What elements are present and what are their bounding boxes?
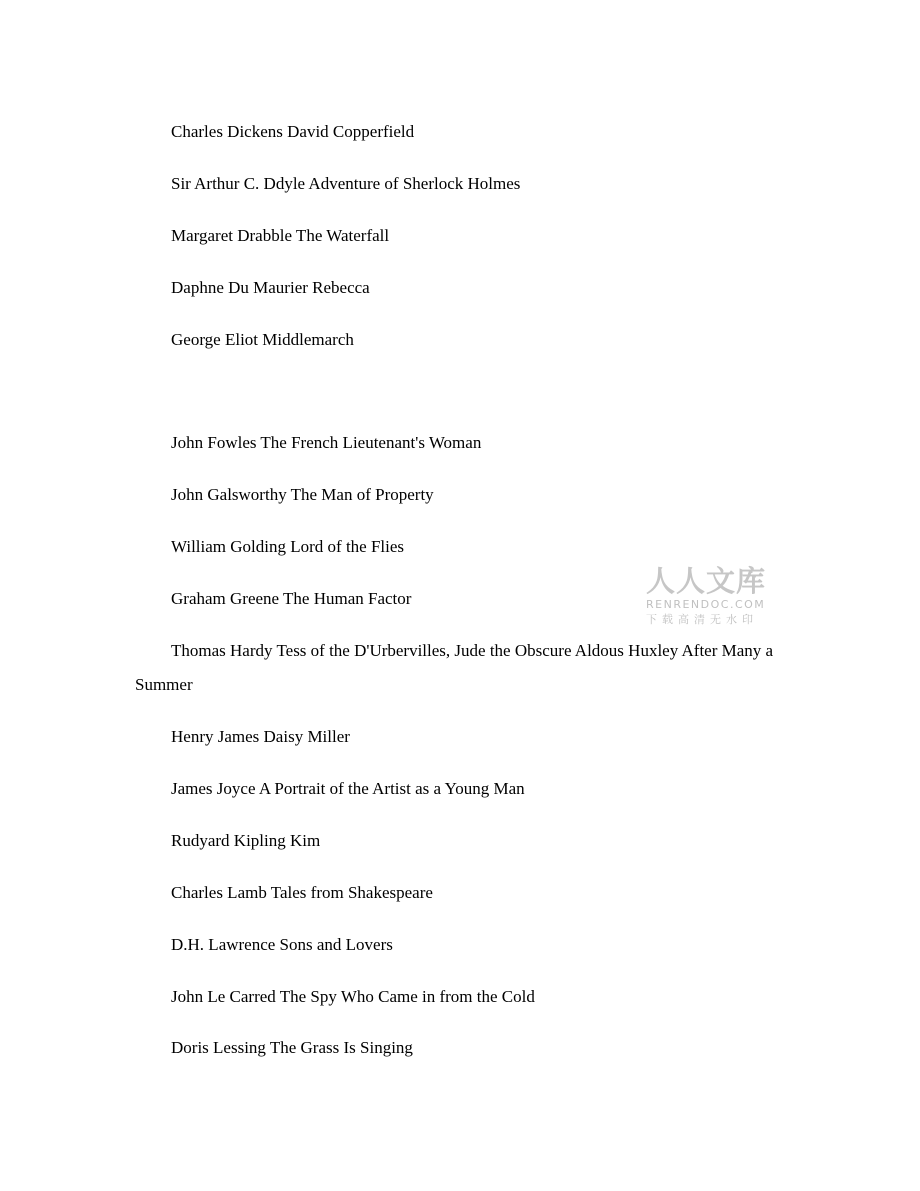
list-item: Margaret Drabble The Waterfall [171, 226, 390, 245]
list-item: Thomas Hardy Tess of the D'Urbervilles, Jude the Obscure Aldous Huxley After Many a Summer [135, 641, 774, 694]
list-item: Charles Lamb Tales from Shakespeare [171, 883, 433, 902]
list-item: D.H. Lawrence Sons and Lovers [171, 935, 393, 954]
list-item: Charles Dickens David Copperfield [171, 122, 415, 141]
list-item: Sir Arthur C. Ddyle Adventure of Sherlock Holmes [171, 174, 521, 193]
watermark-brand: 人人文库 [646, 564, 767, 598]
list-item: George Eliot Middlemarch [171, 330, 354, 349]
list-item: Doris Lessing The Grass Is Singing [171, 1038, 413, 1057]
watermark [646, 564, 776, 628]
watermark-slogan: 下载高清无水印 [646, 613, 758, 626]
list-item: John Le Carred The Spy Who Came in from the Cold [171, 987, 535, 1006]
list-item: Rudyard Kipling Kim [171, 831, 321, 850]
list-item: William Golding Lord of the Flies [171, 537, 405, 556]
list-item: John Galsworthy The Man of Property [171, 485, 434, 504]
list-item: James Joyce A Portrait of the Artist as a Young Man [171, 779, 525, 798]
list-item: Henry James Daisy Miller [171, 727, 350, 746]
list-item: Graham Greene The Human Factor [171, 589, 412, 608]
list-item: Daphne Du Maurier Rebecca [171, 278, 370, 297]
list-item: John Fowles The French Lieutenant's Woman [171, 433, 482, 452]
watermark-site: RENRENDOC.COM [646, 598, 766, 611]
